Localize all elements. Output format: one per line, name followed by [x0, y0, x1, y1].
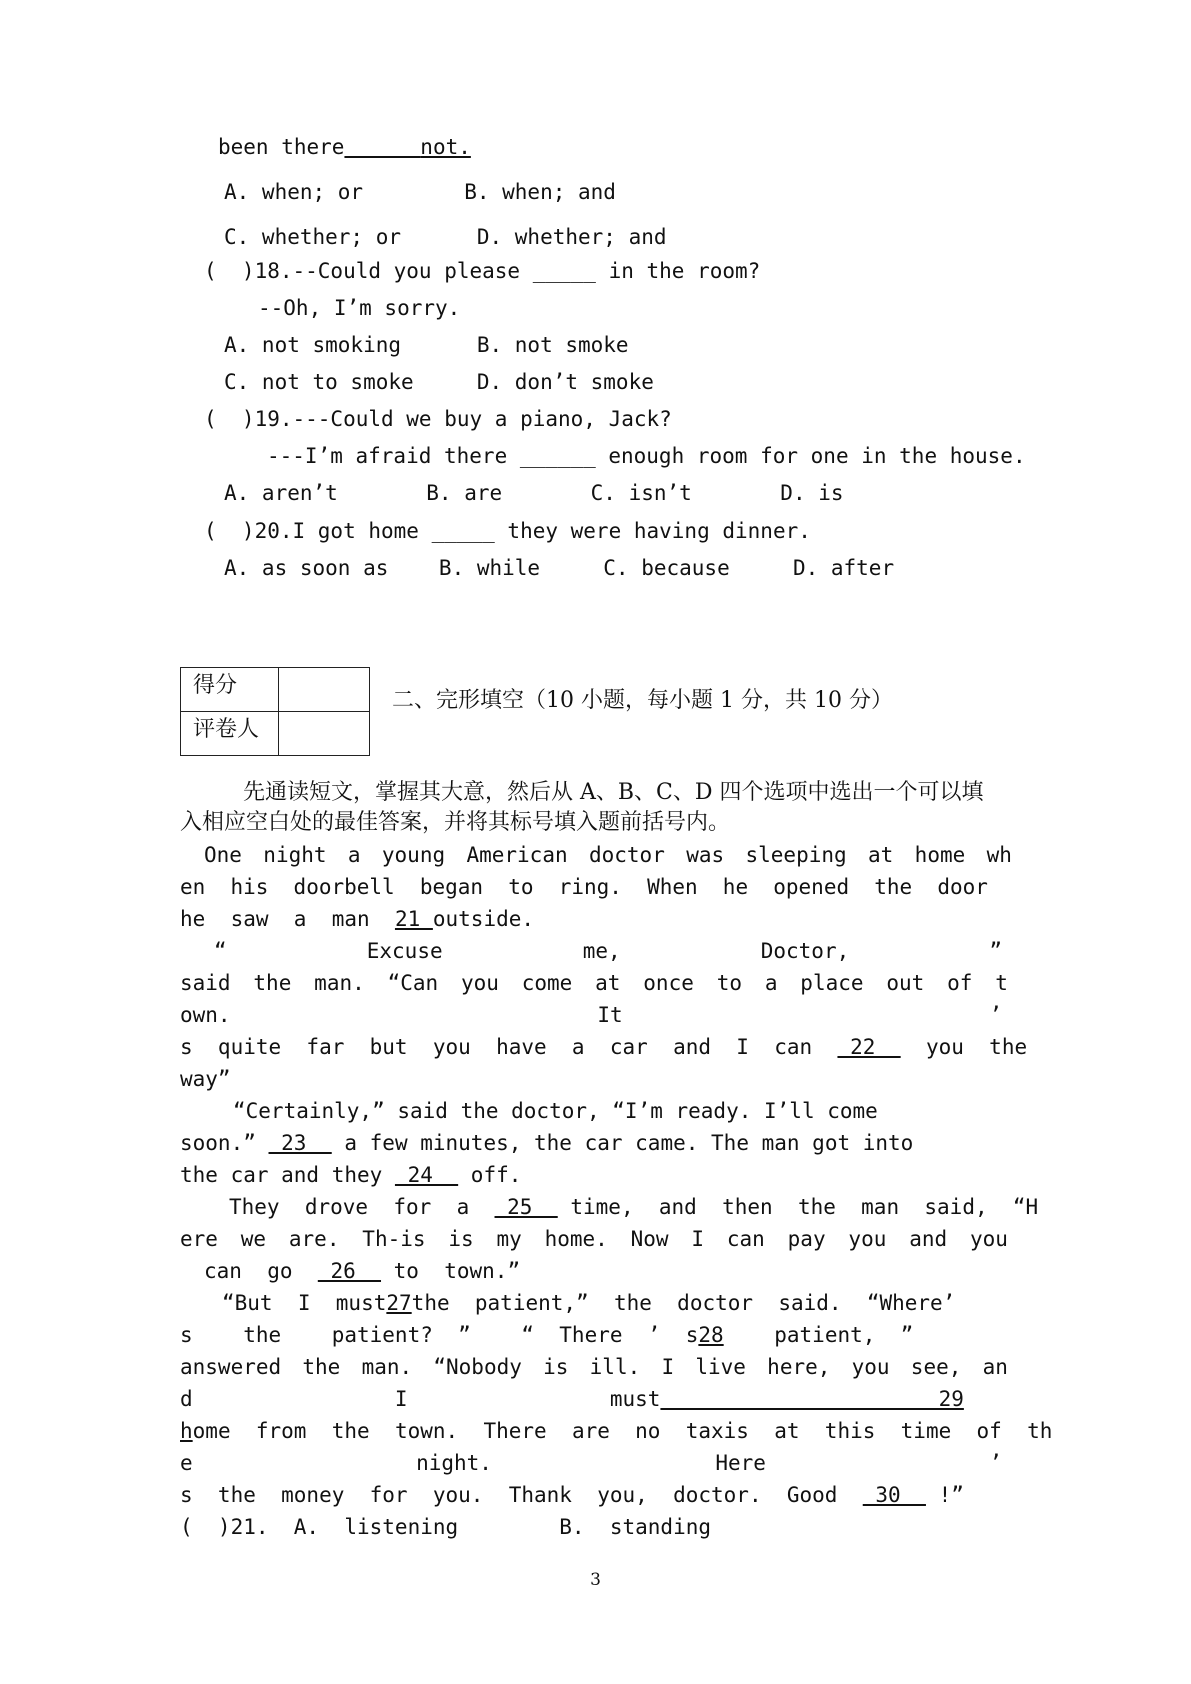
passage-line: They drove for a 25 time, and then the man said, “H [229, 1195, 1039, 1219]
passage-word: to [508, 875, 534, 899]
passage-word: e [180, 1451, 193, 1475]
grader-cell[interactable] [279, 712, 370, 756]
passage-word: to [716, 971, 742, 995]
q18-options-cd: C. not to smoke D. don’t smoke [224, 370, 654, 394]
passage-word: One [204, 843, 242, 867]
passage-word: man. [361, 1355, 413, 1379]
passage-word: American [466, 843, 568, 867]
passage-line [180, 1226, 1008, 1252]
instruction-line-2: 入相应空白处的最佳答案，并将其标号填入题前括号内。 [180, 810, 731, 835]
passage-line: the car and they 24 off. [180, 1163, 522, 1187]
passage-word: answered [180, 1355, 282, 1379]
passage-word: wh [986, 843, 1012, 867]
passage-word: said [180, 971, 231, 995]
q19-options: A. aren’t B. are C. isn’t D. is [224, 481, 844, 505]
q17-options-cd: C. whether; or D. whether; and [224, 225, 667, 249]
blank-26: 26 [317, 1259, 382, 1283]
passage-word: Here [715, 1451, 766, 1475]
passage-word: out [886, 971, 925, 995]
blank-28: 28 [698, 1323, 724, 1347]
passage-word: we [240, 1227, 267, 1251]
passage-word: I [691, 1227, 705, 1251]
passage-word: sleeping [745, 843, 847, 867]
passage-word: see, [910, 1355, 962, 1379]
blank-29: 29 [660, 1387, 964, 1411]
passage-word: here, [767, 1355, 831, 1379]
passage-line [214, 938, 1002, 964]
passage-word: the [253, 971, 292, 995]
passage-word: is [543, 1355, 569, 1379]
score-cell[interactable] [279, 668, 370, 712]
passage-word: en [180, 875, 206, 899]
passage-line: “But I must27the patient,” the doctor said. “Where’ [222, 1291, 956, 1315]
passage-word: young [381, 843, 446, 867]
blank-25: 25 [494, 1195, 558, 1219]
passage-word: I [661, 1355, 675, 1379]
passage-line: soon.” 23 a few minutes, the car came. The man got into [180, 1131, 914, 1155]
passage-word: ere [180, 1227, 218, 1251]
q17-stem: been there not. [218, 135, 471, 159]
passage-word: his [230, 875, 269, 899]
passage-word: door [937, 875, 988, 899]
passage-word: When [647, 875, 698, 899]
passage-word: Doctor, [760, 939, 850, 963]
grader-label: 评卷人 [181, 712, 279, 756]
passage-line: d I must 29 [180, 1387, 964, 1411]
passage-word: a [347, 843, 361, 867]
q19-reply: ---I’m afraid there ______ enough room for one in the house. [267, 444, 1026, 468]
passage-word: of [947, 971, 973, 995]
passage-line: he saw a man 21 outside. [180, 907, 535, 931]
passage-line [180, 1354, 1008, 1380]
instruction-line-1: 先通读短文，掌握其大意，然后从 A、B、C、D 四个选项中选出一个可以填 [243, 780, 984, 805]
passage-word: night [263, 843, 327, 867]
passage-word: ring. [558, 875, 622, 899]
q20-options: A. as soon as B. while C. because D. after [224, 556, 895, 580]
blank-24: 24 [394, 1163, 459, 1187]
passage-word: doorbell [293, 875, 395, 899]
passage-line: “Certainly,” said the doctor, “I’m ready. I’ll come [233, 1099, 878, 1123]
passage-word: Now [630, 1227, 669, 1251]
score-box [180, 667, 370, 756]
passage-word: ’ [989, 1451, 1002, 1475]
passage-line: home from the town. There are no taxis at this time of th [180, 1419, 1053, 1443]
passage-line [180, 874, 988, 900]
passage-line [180, 1002, 1002, 1028]
blank-21: 21 [394, 907, 433, 931]
passage-word: home [914, 843, 966, 867]
passage-line [180, 1450, 1002, 1476]
passage-word: he [722, 875, 749, 899]
passage-line: s the patient? ” “ There ’ s28 patient, ” [180, 1323, 914, 1347]
blank-22: 22 [837, 1035, 901, 1059]
passage-word: pay [787, 1227, 826, 1251]
passage-word: at [595, 971, 621, 995]
q18-options-ab: A. not smoking B. not smoke [224, 333, 629, 357]
passage-word: are. [288, 1227, 340, 1251]
passage-word: me, [582, 939, 621, 963]
passage-word: the [302, 1355, 341, 1379]
passage-line: way” [180, 1067, 231, 1091]
blank-30: 30 [862, 1483, 926, 1507]
passage-word: ill. [589, 1355, 641, 1379]
passage-line: s quite far but you have a car and I can 22 you the [180, 1035, 1028, 1059]
passage-word: Excuse [366, 939, 443, 963]
passage-word: man. [314, 971, 365, 995]
q20-stem: ( )20.I got home _____ they were having dinner. [204, 519, 811, 543]
section-title: 二、完形填空（10 小题，每小题 1 分，共 10 分） [392, 688, 893, 713]
passage-word: can [726, 1227, 765, 1251]
passage-word: my [496, 1227, 522, 1251]
passage-word: and [909, 1227, 948, 1251]
passage-word: Th-is [362, 1227, 426, 1251]
passage-word: a [764, 971, 778, 995]
passage-word: you [460, 971, 499, 995]
passage-word: home. [544, 1227, 608, 1251]
passage-word: t [995, 971, 1008, 995]
passage-word: night. [416, 1451, 492, 1475]
passage-line [180, 970, 1008, 996]
page-number: 3 [590, 1570, 601, 1590]
passage-line [204, 842, 1012, 868]
passage-word: “Nobody [433, 1355, 522, 1379]
q18-reply: --Oh, I’m sorry. [258, 296, 461, 320]
passage-word: an [982, 1355, 1008, 1379]
passage-word: ’ [989, 1003, 1002, 1027]
passage-word: once [643, 971, 694, 995]
passage-word: you [848, 1227, 887, 1251]
passage-word: own. [180, 1003, 231, 1027]
passage-word: the [874, 875, 913, 899]
blank-27: 27 [386, 1291, 412, 1315]
q19-stem: ( )19.---Could we buy a piano, Jack? [204, 407, 672, 431]
passage-word: “ [214, 939, 227, 963]
passage-word: ” [989, 939, 1002, 963]
passage-line: can go 26 to town.” [204, 1259, 521, 1283]
passage-word: is [448, 1227, 474, 1251]
passage-word: you [851, 1355, 890, 1379]
passage-word: It [597, 1003, 623, 1027]
passage-word: place [800, 971, 864, 995]
passage-word: opened [773, 875, 850, 899]
passage-word: come [521, 971, 573, 995]
passage-word: began [419, 875, 484, 899]
passage-word: “Can [387, 971, 439, 995]
q18-stem: ( )18.--Could you please _____ in the room? [204, 259, 761, 283]
blank-23: 23 [268, 1131, 332, 1155]
q17-options-ab: A. when; or B. when; and [224, 180, 616, 204]
passage-line: s the money for you. Thank you, doctor. Good 30 !” [180, 1483, 964, 1507]
passage-word: you [969, 1227, 1008, 1251]
q21-stem: ( )21. A. listening B. standing [180, 1515, 712, 1539]
passage-word: at [868, 843, 894, 867]
score-label: 得分 [181, 668, 279, 712]
passage-word: was [686, 843, 725, 867]
passage-word: live [695, 1355, 746, 1379]
passage-word: doctor [588, 843, 665, 867]
